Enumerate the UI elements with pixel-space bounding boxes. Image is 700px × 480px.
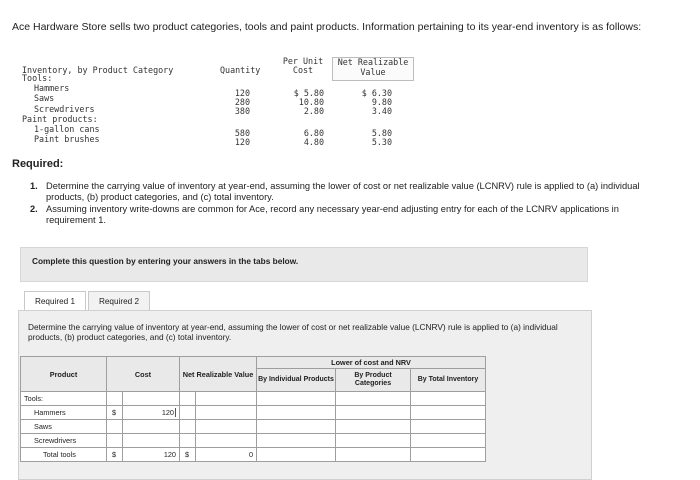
nrv-header-line2: Value [360, 67, 386, 77]
lcnrv-total-input[interactable] [411, 406, 486, 420]
cost-header-line2: Cost [292, 65, 314, 75]
nrv-dollar-sign [180, 420, 196, 434]
paint-products-label: Paint products: [22, 114, 98, 124]
lcnrv-individual-input[interactable] [257, 406, 336, 420]
cost-input-hammers[interactable] [123, 406, 180, 420]
row-label: Hammers [21, 406, 107, 420]
required-list [30, 181, 670, 227]
cell [411, 392, 486, 406]
table-row [21, 448, 486, 462]
nrv-input-screwdrivers[interactable] [196, 434, 257, 448]
row-label: Total tools [21, 448, 107, 462]
inventory-row-nrv: 3.40 [371, 106, 392, 116]
inventory-row-cost: 4.80 [303, 137, 324, 147]
inventory-category-header: Inventory, by Product Category [22, 65, 174, 75]
cell [107, 392, 123, 406]
cell [180, 392, 196, 406]
cost-dollar-sign: $ [107, 448, 123, 462]
lcnrv-category-input[interactable] [336, 420, 411, 434]
required-item-text: Assuming inventory write-downs are common for Ace, record any necessary year-end adjusting entry for each of the LCNRV applications in requirement 1. [46, 204, 619, 225]
inventory-row-quantity: 120 [234, 88, 250, 98]
quantity-header: Quantity [220, 65, 261, 75]
required-item-number: 1. [30, 181, 38, 191]
row-label: Saws [21, 420, 107, 434]
inventory-row-quantity: 580 [234, 128, 250, 138]
nrv-dollar-sign: $ [180, 448, 196, 462]
cost-dollar-sign [107, 420, 123, 434]
inventory-row-name: Screwdrivers [34, 104, 95, 114]
answer-table [20, 356, 486, 462]
panel-instruction: Determine the carrying value of inventory at year-end, assuming the lower of cost or net realizable value (LCNRV) rule is applied to (a) individual products, (b) product categories, and (c) total inventory. [28, 322, 558, 342]
section-label: Tools: [21, 392, 107, 406]
nrv-column-header: Net Realizable Value [180, 357, 257, 392]
row-label: Screwdrivers [21, 434, 107, 448]
inventory-row-nrv: 9.80 [371, 97, 392, 107]
inventory-row-quantity: 280 [234, 97, 250, 107]
instruction-text: Complete this question by entering your answers in the tabs below. [32, 256, 299, 266]
table-row [21, 420, 486, 434]
text-cursor [175, 408, 176, 417]
lcnrv-category-input[interactable] [336, 406, 411, 420]
table-row [21, 406, 486, 420]
by-individual-products-header: By Individual Products [257, 369, 336, 392]
required-item [30, 181, 670, 203]
lower-of-cost-nrv-header: Lower of cost and NRV [257, 357, 486, 369]
nrv-input-saws[interactable] [196, 420, 257, 434]
nrv-input-hammers[interactable] [196, 406, 257, 420]
nrv-dollar-sign [180, 406, 196, 420]
nrv-dollar-sign [180, 434, 196, 448]
inventory-row-cost: 6.80 [303, 128, 324, 138]
by-total-inventory-header: By Total Inventory [411, 369, 486, 392]
lcnrv-total-input[interactable] [411, 434, 486, 448]
cost-dollar-sign: $ [107, 406, 123, 420]
table-row [21, 434, 486, 448]
cost-input-screwdrivers[interactable] [123, 434, 180, 448]
inventory-row-cost: $ 5.80 [293, 88, 324, 98]
inventory-row-name: 1-gallon cans [34, 124, 100, 134]
inventory-row-name: Paint brushes [34, 134, 100, 144]
inventory-row-nrv: 5.30 [371, 137, 392, 147]
tab-required-2[interactable]: Required 2 [88, 291, 150, 311]
cell [196, 392, 257, 406]
inventory-row-quantity: 120 [234, 137, 250, 147]
cell [336, 392, 411, 406]
inventory-row-quantity: 380 [234, 106, 250, 116]
total-tools-nrv: 0 [196, 448, 257, 462]
required-item-number: 2. [30, 204, 38, 214]
lcnrv-category-input[interactable] [336, 434, 411, 448]
cost-header-line1: Per Unit [282, 56, 324, 66]
by-product-categories-header: By Product Categories [336, 369, 411, 392]
lcnrv-individual-input[interactable] [257, 448, 336, 462]
cost-input-saws[interactable] [123, 420, 180, 434]
inventory-row-name: Hammers [34, 83, 70, 93]
inventory-row-cost: 2.80 [303, 106, 324, 116]
inventory-row-name: Saws [34, 93, 55, 103]
lcnrv-total-input[interactable] [411, 420, 486, 434]
cell [123, 392, 180, 406]
required-item [30, 204, 670, 226]
cell [257, 392, 336, 406]
inventory-row-cost: 10.80 [298, 97, 324, 107]
inventory-row-nrv: $ 6.30 [361, 88, 392, 98]
required-heading: Required: [12, 158, 64, 170]
required-item-text: Determine the carrying value of inventory at year-end, assuming the lower of cost or net realizable value (LCNRV) rule is applied to (a) individual products, (b) product categories, and (c) total inventory. [46, 181, 640, 202]
table-row [21, 392, 486, 406]
total-tools-cost: 120 [123, 448, 180, 462]
product-column-header: Product [21, 357, 107, 392]
inventory-row-nrv: 5.80 [371, 128, 392, 138]
cost-column-header: Cost [107, 357, 180, 392]
cost-dollar-sign [107, 434, 123, 448]
cost-value: 120 [161, 407, 174, 417]
table-header-row [21, 357, 486, 369]
lcnrv-individual-input[interactable] [257, 420, 336, 434]
tools-label: Tools: [22, 73, 53, 83]
lcnrv-category-input[interactable] [336, 448, 411, 462]
nrv-header-line1: Net Realizable [337, 57, 409, 67]
lcnrv-total-input[interactable] [411, 448, 486, 462]
tab-required-1[interactable]: Required 1 [24, 291, 86, 311]
lcnrv-individual-input[interactable] [257, 434, 336, 448]
problem-intro: Ace Hardware Store sells two product categories, tools and paint products. Information pertaining to its year-end inventory is as follows: [12, 21, 642, 33]
